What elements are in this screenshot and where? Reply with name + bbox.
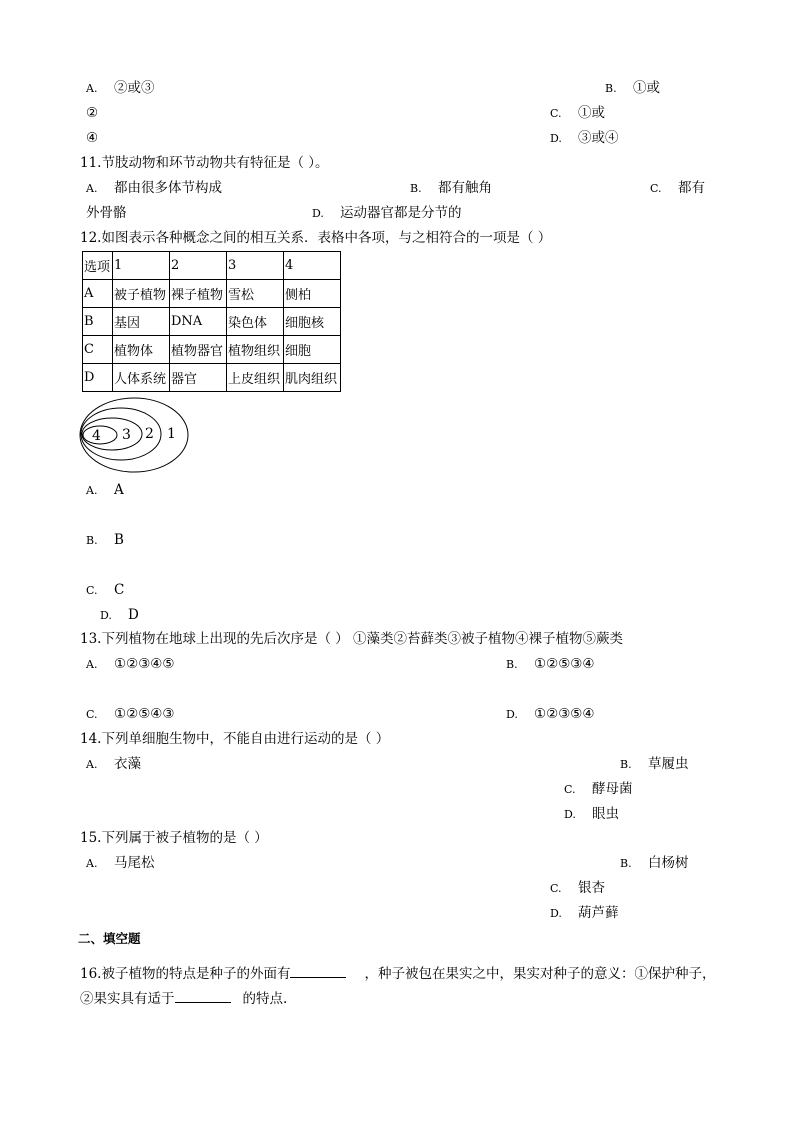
- q12-option-b: B. B: [86, 532, 124, 548]
- table-header-row: [83, 252, 341, 280]
- q14-option-c: C. 酵母菌: [564, 781, 633, 797]
- table-cell: B: [83, 308, 113, 336]
- table-row: [83, 280, 341, 308]
- diagram-label-2: 2: [145, 426, 154, 442]
- q10-option-b-wrap: ②: [86, 105, 99, 121]
- q12-option-c: C. C: [86, 582, 125, 598]
- q13-stem: 13.下列植物在地球上出现的先后次序是（ ） ①藻类②苔藓类③被子植物④裸子植物⑤蕨类: [80, 631, 624, 647]
- table-cell: D: [83, 364, 113, 392]
- table-cell: 肌肉组织: [284, 364, 341, 392]
- table-row: [83, 308, 341, 336]
- q11-option-b: B. 都有触角: [410, 180, 492, 196]
- ellipse-3: [82, 418, 142, 450]
- table-cell: 人体系统: [113, 364, 170, 392]
- q10-option-a: A. ②或③: [86, 80, 155, 96]
- table-cell: 侧柏: [284, 280, 341, 308]
- q13-option-a: A. ①②③④⑤: [86, 656, 175, 672]
- q15-option-c: C. 银杏: [550, 880, 605, 896]
- section-title-fill-in: 二、填空题: [78, 931, 141, 946]
- diagram-label-1: 1: [167, 426, 176, 442]
- table-cell: 细胞核: [284, 308, 341, 336]
- q14-stem: 14.下列单细胞生物中，不能自由进行运动的是（ ）: [80, 731, 390, 747]
- table-cell: 植物器官: [170, 336, 227, 364]
- table-cell: 植物体: [113, 336, 170, 364]
- q16-blank-1[interactable]: [290, 963, 346, 978]
- q10-option-c-wrap: ④: [86, 130, 99, 146]
- q13-option-c: C. ①②⑤④③: [86, 706, 175, 722]
- table-row: [83, 364, 341, 392]
- q12-option-d: D. D: [100, 607, 139, 623]
- table-cell: DNA: [170, 308, 227, 336]
- table-cell: 基因: [113, 308, 170, 336]
- q16-line-2: ②果实具有适于 的特点.: [80, 988, 287, 1008]
- q15-option-b: B. 白杨树: [620, 855, 689, 871]
- q11-option-a: A. 都由很多体节构成: [86, 180, 222, 196]
- q15-option-d: D. 葫芦藓: [550, 905, 619, 921]
- nested-concept-diagram: [76, 396, 192, 476]
- table-header-cell: 3: [227, 252, 284, 280]
- table-cell: 雪松: [227, 280, 284, 308]
- table-cell: 植物组织: [227, 336, 284, 364]
- table-row: [83, 336, 341, 364]
- table-cell: A: [83, 280, 113, 308]
- q12-option-a: A. A: [86, 482, 124, 498]
- q14-option-a: A. 衣藻: [86, 756, 141, 772]
- table-cell: 裸子植物: [170, 280, 227, 308]
- q16-blank-2[interactable]: [175, 988, 231, 1003]
- q13-option-b: B. ①②⑤③④: [506, 656, 595, 672]
- q10-option-b: B. ①或: [605, 80, 660, 96]
- concept-table: [82, 251, 341, 392]
- table-header-cell: 4: [284, 252, 341, 280]
- q15-stem: 15.下列属于被子植物的是（ ）: [80, 830, 268, 846]
- q12-stem: 12.如图表示各种概念之间的相互关系．表格中各项，与之相符合的一项是（ ）: [80, 230, 552, 246]
- diagram-label-3: 3: [122, 427, 131, 443]
- diagram-label-4: 4: [92, 428, 101, 444]
- table-cell: C: [83, 336, 113, 364]
- q13-option-d: D. ①②③⑤④: [506, 706, 595, 722]
- q10-option-c: C. ①或: [550, 105, 605, 121]
- q11-option-d: D. 运动器官都是分节的: [312, 205, 462, 221]
- q10-option-d: D. ③或④: [550, 130, 619, 146]
- table-header-cell: 2: [170, 252, 227, 280]
- table-header-cell: 1: [113, 252, 170, 280]
- q16-line-1: 16.被子植物的特点是种子的外面有 ，种子被包在果实之中，果实对种子的意义：①保护种子，: [80, 963, 715, 983]
- table-header-cell: 选项: [83, 252, 113, 280]
- table-cell: 细胞: [284, 336, 341, 364]
- q14-option-b: B. 草履虫: [620, 756, 689, 772]
- table-cell: 器官: [170, 364, 227, 392]
- table-cell: 染色体: [227, 308, 284, 336]
- q14-option-d: D. 眼虫: [564, 806, 619, 822]
- q11-option-c: C. 都有: [650, 180, 705, 196]
- table-cell: 上皮组织: [227, 364, 284, 392]
- q15-option-a: A. 马尾松: [86, 855, 155, 871]
- q11-stem: 11.节肢动物和环节动物共有特征是（ ）。: [80, 155, 329, 171]
- q11-option-c-wrap: 外骨骼: [86, 205, 127, 221]
- table-cell: 被子植物: [113, 280, 170, 308]
